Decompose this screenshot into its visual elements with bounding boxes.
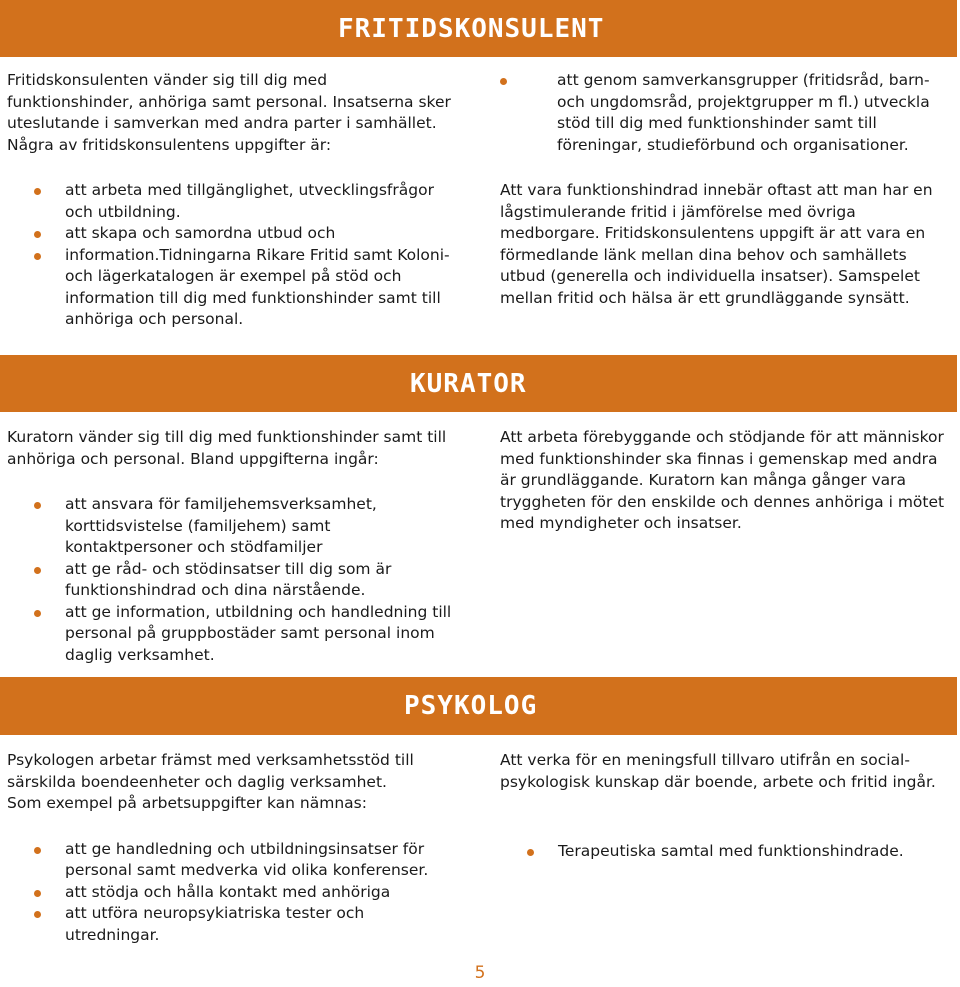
section-title: FRITIDSKONSULENT bbox=[338, 13, 605, 44]
psykolog-left-column bbox=[7, 750, 452, 946]
bullet-list bbox=[7, 494, 452, 666]
list-item: att ansvara för familjehemsverksamhet, korttidsvistelse (familjehem) samt kontaktpersoner och stödfamiljer bbox=[7, 494, 452, 559]
page-number: 5 bbox=[474, 963, 486, 983]
intro-paragraph: Som exempel på arbetsuppgifter kan nämnas: bbox=[7, 794, 367, 812]
section-header-fritidskonsulent bbox=[0, 0, 957, 57]
kurator-left-column bbox=[7, 427, 452, 666]
section-header-psykolog bbox=[0, 677, 957, 735]
bullet-list bbox=[473, 70, 950, 156]
kurator-right-column bbox=[500, 427, 950, 535]
section-title: KURATOR bbox=[410, 368, 527, 399]
list-item: att arbeta med tillgänglighet, utvecklingsfrågor och utbildning. bbox=[7, 180, 452, 223]
intro-paragraph: Psykologen arbetar främst med verksamhetsstöd till särskilda boendeenheter och daglig verksamhet. bbox=[7, 751, 414, 791]
fritidskonsulent-left-column bbox=[7, 70, 452, 331]
section-header-kurator bbox=[0, 355, 957, 412]
list-item: Terapeutiska samtal med funktionshindrade. bbox=[500, 841, 950, 863]
body-paragraph: Att vara funktionshindrad innebär oftast att man har en lågstimulerande fritid i jämförelse med övriga medborgare. Fritidskonsulentens uppgift är att vara en förmedlande länk mellan dina behov och samhällets utbud (generella och individuella insatser). Samspelet mellan fritid och hälsa är ett grundläggande synsätt. bbox=[500, 181, 933, 307]
intro-paragraph: Kuratorn vänder sig till dig med funktionshinder samt till anhöriga och personal. Bland uppgifterna ingår: bbox=[7, 428, 447, 468]
body-paragraph: Att arbeta förebyggande och stödjande för att människor med funktionshinder ska finnas i gemenskap med andra är grundläggande. Kuratorn kan många gånger vara tryggheten för den enskilde och dennes anhöriga i mötet med myndigheter och insatser. bbox=[500, 428, 945, 532]
list-item: att ge handledning och utbildningsinsatser för personal samt medverka vid olika konferenser. bbox=[7, 839, 452, 882]
bullet-list bbox=[7, 839, 452, 947]
fritidskonsulent-right-column bbox=[500, 70, 950, 309]
list-item: att skapa och samordna utbud och bbox=[7, 223, 452, 245]
bullet-list bbox=[7, 180, 452, 331]
list-item: att ge råd- och stödinsatser till dig som är funktionshindrad och dina närstående. bbox=[7, 559, 452, 602]
bullet-list bbox=[500, 841, 950, 863]
list-item: att stödja och hålla kontakt med anhöriga bbox=[7, 882, 452, 904]
body-paragraph: Att verka för en meningsfull tillvaro utifrån en socialpsykologisk kunskap där boende, arbete och fritid ingår. bbox=[500, 751, 936, 791]
list-item: att genom samverkansgrupper (fritidsråd, barn- och ungdomsråd, projektgrupper m fl.) utveckla stöd till dig med funktionshinder samt till föreningar, studieförbund och organisationer. bbox=[473, 70, 950, 156]
section-title: PSYKOLOG bbox=[404, 691, 538, 721]
list-item: information.Tidningarna Rikare Fritid samt Koloni- och lägerkatalogen är exempel på stöd och information till dig med funktionshinder samt till anhöriga och personal. bbox=[7, 245, 452, 331]
list-item: att ge information, utbildning och handledning till personal på gruppbostäder samt personal inom daglig verksamhet. bbox=[7, 602, 452, 667]
intro-paragraph: Fritidskonsulenten vänder sig till dig med funktionshinder, anhöriga samt personal. Insatserna sker uteslutande i samverkan med andra parter i samhället. Några av fritidskonsulentens uppgifter är: bbox=[7, 71, 451, 154]
list-item: att utföra neuropsykiatriska tester och utredningar. bbox=[7, 903, 452, 946]
psykolog-right-column bbox=[500, 750, 950, 863]
